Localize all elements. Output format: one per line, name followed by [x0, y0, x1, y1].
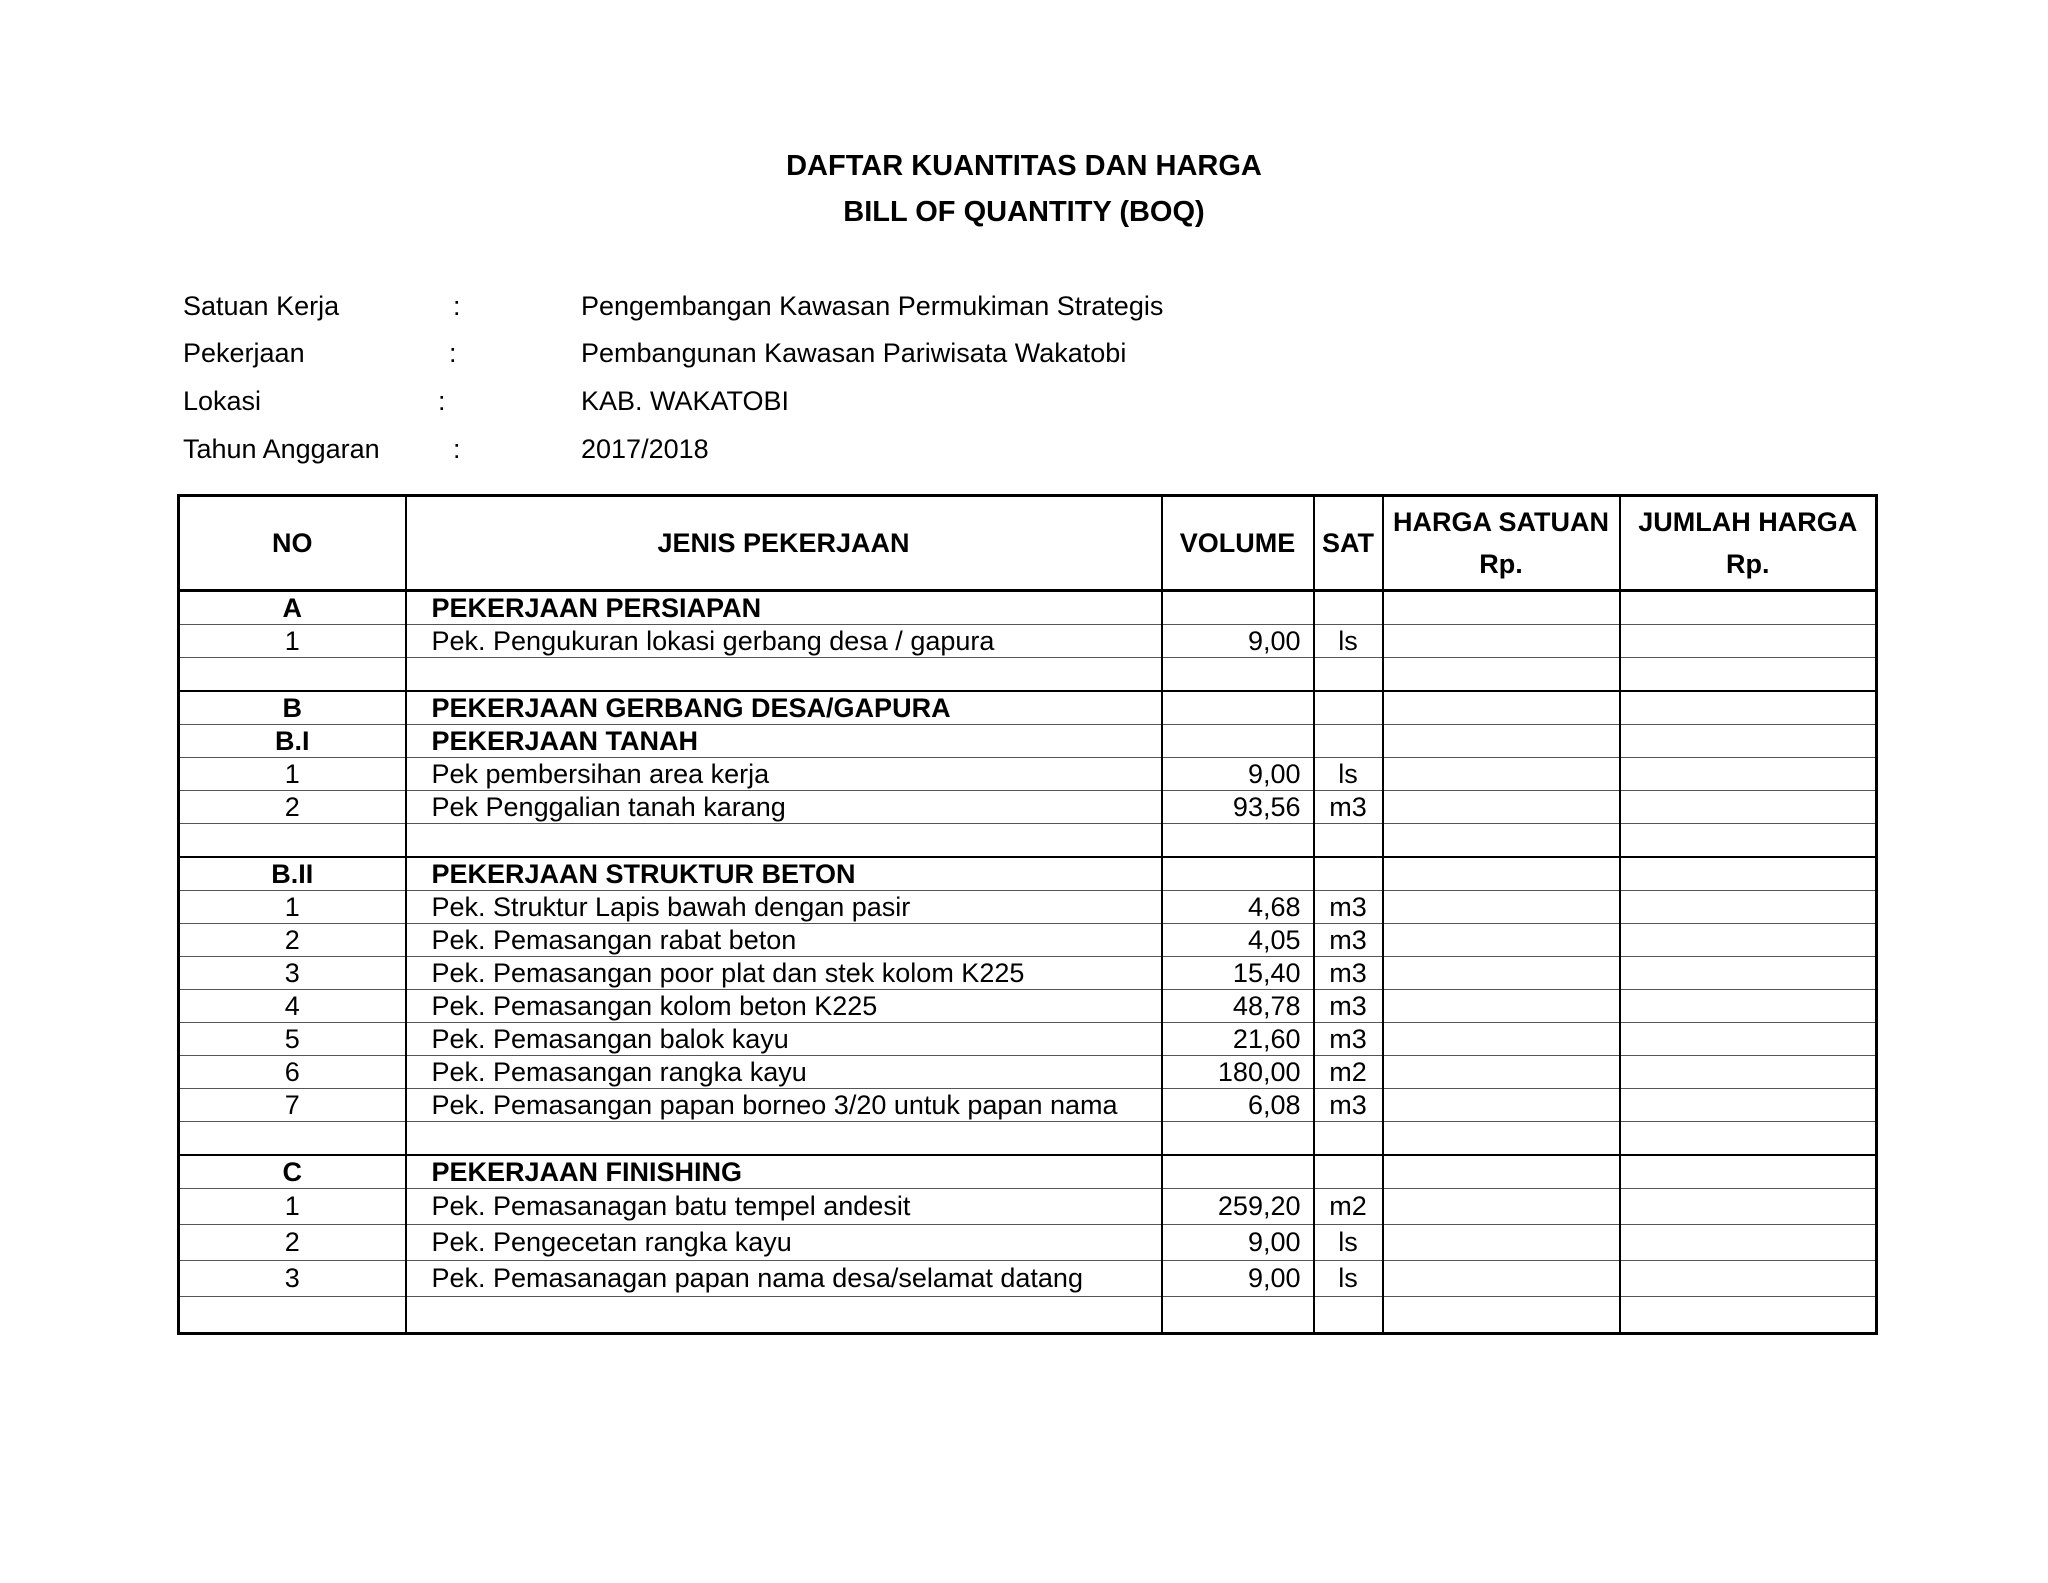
cell-sat: m3 — [1314, 1089, 1383, 1122]
cell-jumlah-harga — [1620, 725, 1877, 758]
cell-jenis-pekerjaan — [406, 1122, 1162, 1156]
cell-jenis-pekerjaan: Pek. Pemasanagan batu tempel andesit — [406, 1189, 1162, 1225]
cell-jumlah-harga — [1620, 1122, 1877, 1156]
cell-sat: ls — [1314, 758, 1383, 791]
cell-jumlah-harga — [1620, 791, 1877, 824]
cell-no: 3 — [179, 1261, 406, 1297]
cell-no: B — [179, 691, 406, 725]
cell-harga-satuan — [1383, 725, 1620, 758]
header-sat: SAT — [1314, 496, 1383, 591]
cell-jumlah-harga — [1620, 1155, 1877, 1189]
cell-jumlah-harga — [1620, 957, 1877, 990]
cell-jenis-pekerjaan: PEKERJAAN STRUKTUR BETON — [406, 857, 1162, 891]
cell-jenis-pekerjaan: Pek. Pemasangan rabat beton — [406, 924, 1162, 957]
cell-sat — [1314, 824, 1383, 858]
cell-harga-satuan — [1383, 824, 1620, 858]
cell-no — [179, 1122, 406, 1156]
cell-volume: 9,00 — [1162, 758, 1314, 791]
cell-no: 2 — [179, 924, 406, 957]
table-row — [179, 1189, 1877, 1225]
cell-harga-satuan — [1383, 990, 1620, 1023]
info-value: 2017/2018 — [581, 434, 709, 464]
cell-volume — [1162, 591, 1314, 625]
cell-jenis-pekerjaan: PEKERJAAN FINISHING — [406, 1155, 1162, 1189]
cell-volume: 9,00 — [1162, 1261, 1314, 1297]
info-label: Pekerjaan — [183, 338, 305, 368]
table-row — [179, 1122, 1877, 1156]
cell-harga-satuan — [1383, 658, 1620, 692]
cell-volume: 259,20 — [1162, 1189, 1314, 1225]
info-row-lokasi — [183, 381, 1783, 421]
header-jumlah-harga-unit: Rp. — [1726, 549, 1770, 579]
cell-jumlah-harga — [1620, 591, 1877, 625]
header-jumlah-harga-label: JUMLAH HARGA — [1638, 507, 1858, 537]
header-jenis-pekerjaan: JENIS PEKERJAAN — [406, 496, 1162, 591]
cell-harga-satuan — [1383, 758, 1620, 791]
cell-no: 3 — [179, 957, 406, 990]
cell-jumlah-harga — [1620, 891, 1877, 924]
cell-volume — [1162, 658, 1314, 692]
cell-jumlah-harga — [1620, 658, 1877, 692]
cell-harga-satuan — [1383, 625, 1620, 658]
cell-jumlah-harga — [1620, 1089, 1877, 1122]
cell-no: 1 — [179, 625, 406, 658]
cell-no: 4 — [179, 990, 406, 1023]
table-row — [179, 1261, 1877, 1297]
cell-volume: 15,40 — [1162, 957, 1314, 990]
cell-jumlah-harga — [1620, 1056, 1877, 1089]
info-label: Lokasi — [183, 386, 262, 416]
cell-sat — [1314, 658, 1383, 692]
cell-volume — [1162, 1155, 1314, 1189]
header-harga-satuan-label: HARGA SATUAN — [1393, 507, 1609, 537]
table-row — [179, 1225, 1877, 1261]
cell-no — [179, 658, 406, 692]
cell-jumlah-harga — [1620, 1023, 1877, 1056]
info-row-satuan-kerja — [183, 286, 1783, 326]
info-row-pekerjaan — [183, 333, 1783, 373]
cell-jumlah-harga — [1620, 924, 1877, 957]
info-colon: : — [438, 386, 446, 416]
header-harga-satuan — [1383, 496, 1620, 591]
cell-jenis-pekerjaan: Pek. Pemasangan papan borneo 3/20 untuk papan nama — [406, 1089, 1162, 1122]
table-row — [179, 591, 1877, 625]
info-value: Pembangunan Kawasan Pariwisata Wakatobi — [581, 338, 1127, 368]
cell-jenis-pekerjaan: Pek pembersihan area kerja — [406, 758, 1162, 791]
cell-no: B.I — [179, 725, 406, 758]
cell-volume: 21,60 — [1162, 1023, 1314, 1056]
cell-jumlah-harga — [1620, 1261, 1877, 1297]
table-row — [179, 1056, 1877, 1089]
table-row — [179, 891, 1877, 924]
cell-jenis-pekerjaan: Pek. Pemasangan poor plat dan stek kolom K225 — [406, 957, 1162, 990]
cell-no: 5 — [179, 1023, 406, 1056]
cell-harga-satuan — [1383, 1023, 1620, 1056]
table-row — [179, 658, 1877, 692]
table-row — [179, 791, 1877, 824]
cell-jenis-pekerjaan: Pek. Pengukuran lokasi gerbang desa / gapura — [406, 625, 1162, 658]
info-label: Tahun Anggaran — [183, 434, 380, 464]
cell-volume: 9,00 — [1162, 625, 1314, 658]
cell-sat — [1314, 591, 1383, 625]
cell-no: 1 — [179, 1189, 406, 1225]
cell-sat: ls — [1314, 625, 1383, 658]
cell-jenis-pekerjaan — [406, 1297, 1162, 1334]
document-subtitle: BILL OF QUANTITY (BOQ) — [843, 196, 1205, 228]
cell-jumlah-harga — [1620, 691, 1877, 725]
header-no: NO — [179, 496, 406, 591]
cell-sat — [1314, 857, 1383, 891]
cell-jumlah-harga — [1620, 824, 1877, 858]
cell-no — [179, 824, 406, 858]
cell-jenis-pekerjaan: Pek. Struktur Lapis bawah dengan pasir — [406, 891, 1162, 924]
cell-harga-satuan — [1383, 1122, 1620, 1156]
cell-sat: m3 — [1314, 791, 1383, 824]
cell-no: A — [179, 591, 406, 625]
cell-jenis-pekerjaan: Pek. Pemasangan kolom beton K225 — [406, 990, 1162, 1023]
cell-jenis-pekerjaan — [406, 658, 1162, 692]
cell-jenis-pekerjaan: PEKERJAAN GERBANG DESA/GAPURA — [406, 691, 1162, 725]
cell-sat: ls — [1314, 1261, 1383, 1297]
header-jumlah-harga — [1620, 496, 1877, 591]
cell-volume: 4,05 — [1162, 924, 1314, 957]
table-row — [179, 691, 1877, 725]
cell-no: 2 — [179, 791, 406, 824]
table-row — [179, 725, 1877, 758]
cell-volume: 6,08 — [1162, 1089, 1314, 1122]
table-row — [179, 1155, 1877, 1189]
table-row — [179, 1023, 1877, 1056]
cell-jenis-pekerjaan — [406, 824, 1162, 858]
cell-volume: 4,68 — [1162, 891, 1314, 924]
table-header-row — [179, 496, 1877, 591]
cell-jumlah-harga — [1620, 625, 1877, 658]
cell-no: C — [179, 1155, 406, 1189]
cell-sat: m3 — [1314, 891, 1383, 924]
cell-jenis-pekerjaan: Pek. Pemasanagan papan nama desa/selamat datang — [406, 1261, 1162, 1297]
cell-volume — [1162, 1122, 1314, 1156]
cell-no: 6 — [179, 1056, 406, 1089]
info-row-tahun-anggaran — [183, 429, 1783, 469]
info-colon: : — [453, 434, 461, 464]
cell-harga-satuan — [1383, 1056, 1620, 1089]
cell-harga-satuan — [1383, 1225, 1620, 1261]
cell-harga-satuan — [1383, 691, 1620, 725]
cell-volume: 9,00 — [1162, 1225, 1314, 1261]
table-row — [179, 957, 1877, 990]
cell-jenis-pekerjaan: PEKERJAAN PERSIAPAN — [406, 591, 1162, 625]
cell-harga-satuan — [1383, 591, 1620, 625]
table-row — [179, 824, 1877, 858]
info-label: Satuan Kerja — [183, 291, 340, 321]
info-value: KAB. WAKATOBI — [581, 386, 790, 416]
cell-harga-satuan — [1383, 857, 1620, 891]
boq-table — [177, 494, 1878, 1335]
cell-volume — [1162, 725, 1314, 758]
cell-jenis-pekerjaan: Pek. Pengecetan rangka kayu — [406, 1225, 1162, 1261]
cell-harga-satuan — [1383, 1089, 1620, 1122]
cell-jenis-pekerjaan: Pek Penggalian tanah karang — [406, 791, 1162, 824]
cell-harga-satuan — [1383, 1189, 1620, 1225]
cell-sat — [1314, 1122, 1383, 1156]
cell-volume: 180,00 — [1162, 1056, 1314, 1089]
document-title: DAFTAR KUANTITAS DAN HARGA — [786, 150, 1262, 182]
cell-jumlah-harga — [1620, 1297, 1877, 1334]
info-value: Pengembangan Kawasan Permukiman Strategis — [581, 291, 1164, 321]
cell-sat: m2 — [1314, 1189, 1383, 1225]
cell-harga-satuan — [1383, 1261, 1620, 1297]
table-row — [179, 625, 1877, 658]
cell-sat — [1314, 691, 1383, 725]
cell-sat — [1314, 1155, 1383, 1189]
cell-jumlah-harga — [1620, 857, 1877, 891]
cell-volume: 48,78 — [1162, 990, 1314, 1023]
cell-harga-satuan — [1383, 957, 1620, 990]
cell-jumlah-harga — [1620, 990, 1877, 1023]
header-harga-satuan-unit: Rp. — [1479, 549, 1523, 579]
cell-sat: m2 — [1314, 1056, 1383, 1089]
cell-jumlah-harga — [1620, 758, 1877, 791]
cell-volume — [1162, 1297, 1314, 1334]
table-row — [179, 924, 1877, 957]
info-colon: : — [449, 338, 457, 368]
cell-volume — [1162, 691, 1314, 725]
cell-no: B.II — [179, 857, 406, 891]
info-colon: : — [453, 291, 461, 321]
cell-volume — [1162, 824, 1314, 858]
cell-harga-satuan — [1383, 891, 1620, 924]
cell-volume: 93,56 — [1162, 791, 1314, 824]
cell-sat — [1314, 1297, 1383, 1334]
cell-jenis-pekerjaan: Pek. Pemasangan rangka kayu — [406, 1056, 1162, 1089]
cell-sat: m3 — [1314, 1023, 1383, 1056]
cell-harga-satuan — [1383, 791, 1620, 824]
cell-volume — [1162, 857, 1314, 891]
cell-no: 7 — [179, 1089, 406, 1122]
table-row — [179, 1089, 1877, 1122]
cell-jumlah-harga — [1620, 1189, 1877, 1225]
cell-harga-satuan — [1383, 924, 1620, 957]
header-volume: VOLUME — [1162, 496, 1314, 591]
cell-no: 1 — [179, 891, 406, 924]
cell-sat — [1314, 725, 1383, 758]
cell-sat: m3 — [1314, 990, 1383, 1023]
table-row — [179, 990, 1877, 1023]
cell-harga-satuan — [1383, 1155, 1620, 1189]
cell-jenis-pekerjaan: Pek. Pemasangan balok kayu — [406, 1023, 1162, 1056]
cell-sat: m3 — [1314, 924, 1383, 957]
cell-jenis-pekerjaan: PEKERJAAN TANAH — [406, 725, 1162, 758]
table-row — [179, 1297, 1877, 1334]
boq-table-body — [179, 591, 1877, 1334]
cell-harga-satuan — [1383, 1297, 1620, 1334]
table-row — [179, 758, 1877, 791]
cell-sat: m3 — [1314, 957, 1383, 990]
cell-sat: ls — [1314, 1225, 1383, 1261]
cell-no: 1 — [179, 758, 406, 791]
table-row — [179, 857, 1877, 891]
cell-no — [179, 1297, 406, 1334]
cell-jumlah-harga — [1620, 1225, 1877, 1261]
cell-no: 2 — [179, 1225, 406, 1261]
